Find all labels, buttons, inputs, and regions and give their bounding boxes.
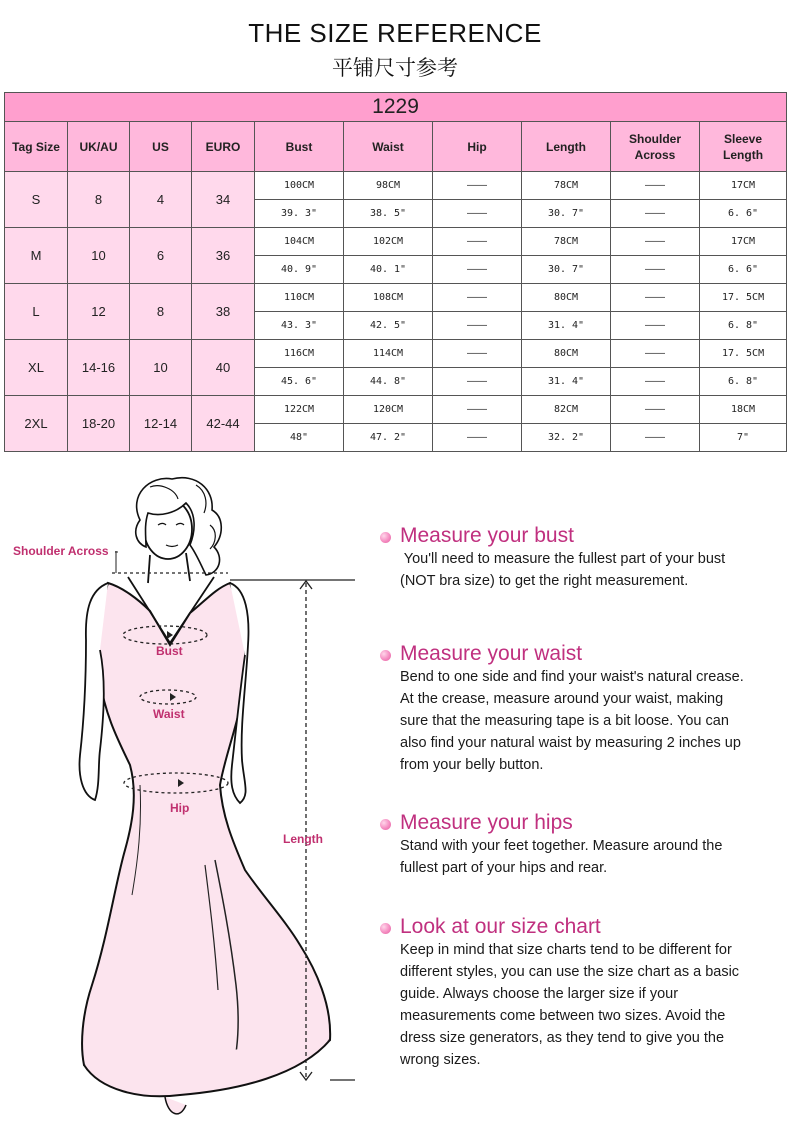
tip-line: different styles, you can use the size chart as a basic bbox=[400, 964, 740, 980]
waist-value-cell: 47. 2" bbox=[344, 424, 433, 452]
tip-heading: Measure your bust bbox=[400, 524, 574, 547]
column-header-bust: Bust bbox=[255, 122, 344, 172]
tip-bust bbox=[378, 524, 786, 592]
sleeve-value-cell: 17. 5CM bbox=[700, 284, 787, 312]
table-row bbox=[5, 228, 787, 256]
bust-value-cell: 110CM bbox=[255, 284, 344, 312]
waist-value-cell: 38. 5" bbox=[344, 200, 433, 228]
size-us-cell: 4 bbox=[130, 172, 192, 228]
length-value-cell: 80CM bbox=[522, 284, 611, 312]
tip-line: guide. Always choose the larger size if your bbox=[400, 986, 679, 1002]
length-value-cell: 78CM bbox=[522, 228, 611, 256]
waist-value-cell: 120CM bbox=[344, 396, 433, 424]
shoulder-value-cell: —— bbox=[611, 340, 700, 368]
length-value-cell: 32. 2" bbox=[522, 424, 611, 452]
tip-line: sure that the measuring tape is a bit loose. You can bbox=[400, 713, 729, 729]
size-euro-cell: 42-44 bbox=[192, 396, 255, 452]
bullet-dot-icon bbox=[380, 532, 391, 543]
waist-value-cell: 102CM bbox=[344, 228, 433, 256]
sleeve-value-cell: 7" bbox=[700, 424, 787, 452]
hip-value-cell: —— bbox=[433, 396, 522, 424]
size-uk-cell: 10 bbox=[68, 228, 130, 284]
waist-value-cell: 40. 1" bbox=[344, 256, 433, 284]
bust-value-cell: 39. 3" bbox=[255, 200, 344, 228]
waist-value-cell: 108CM bbox=[344, 284, 433, 312]
bullet-dot-icon bbox=[380, 923, 391, 934]
column-header-euro: EURO bbox=[192, 122, 255, 172]
hip-value-cell: —— bbox=[433, 368, 522, 396]
hip-value-cell: —— bbox=[433, 256, 522, 284]
left-arm bbox=[80, 583, 108, 800]
size-us-cell: 8 bbox=[130, 284, 192, 340]
bullet-dot-icon bbox=[380, 819, 391, 830]
waist-value-cell: 42. 5" bbox=[344, 312, 433, 340]
size-tag-cell: 2XL bbox=[5, 396, 68, 452]
bust-value-cell: 43. 3" bbox=[255, 312, 344, 340]
bullet-dot-icon bbox=[380, 650, 391, 661]
shoulder-value-cell: —— bbox=[611, 396, 700, 424]
tip-line: also find your natural waist by measuring 2 inches up bbox=[400, 735, 741, 751]
column-header-shoulder-across: Shoulder Across bbox=[611, 122, 700, 172]
size-us-cell: 6 bbox=[130, 228, 192, 284]
column-header-tag-size: Tag Size bbox=[5, 122, 68, 172]
model-number: 1229 bbox=[5, 93, 787, 122]
length-value-cell: 82CM bbox=[522, 396, 611, 424]
hip-value-cell: —— bbox=[433, 424, 522, 452]
hip-value-cell: —— bbox=[433, 172, 522, 200]
shoulder-value-cell: —— bbox=[611, 284, 700, 312]
shoulder-value-cell: —— bbox=[611, 172, 700, 200]
shoulder-across-label: Shoulder Across bbox=[13, 544, 109, 558]
bust-value-cell: 104CM bbox=[255, 228, 344, 256]
length-value-cell: 31. 4" bbox=[522, 368, 611, 396]
bust-value-cell: 40. 9" bbox=[255, 256, 344, 284]
size-euro-cell: 40 bbox=[192, 340, 255, 396]
sleeve-value-cell: 18CM bbox=[700, 396, 787, 424]
hip-label: Hip bbox=[170, 801, 190, 815]
tip-heading: Measure your hips bbox=[400, 811, 573, 834]
sleeve-value-cell: 17CM bbox=[700, 172, 787, 200]
bust-value-cell: 100CM bbox=[255, 172, 344, 200]
sleeve-value-cell: 6. 6" bbox=[700, 256, 787, 284]
column-header-length: Length bbox=[522, 122, 611, 172]
tip-body bbox=[378, 835, 786, 879]
shoulder-value-cell: —— bbox=[611, 368, 700, 396]
length-value-cell: 30. 7" bbox=[522, 200, 611, 228]
size-table-wrapper bbox=[4, 92, 786, 452]
size-uk-cell: 18-20 bbox=[68, 396, 130, 452]
sleeve-value-cell: 6. 8" bbox=[700, 312, 787, 340]
tip-hips bbox=[378, 811, 786, 879]
hip-value-cell: —— bbox=[433, 200, 522, 228]
waist-value-cell: 114CM bbox=[344, 340, 433, 368]
tip-line: Keep in mind that size charts tend to be different for bbox=[400, 942, 732, 958]
waist-value-cell: 44. 8" bbox=[344, 368, 433, 396]
tip-line: You'll need to measure the fullest part of your bust bbox=[400, 551, 726, 567]
column-header-sleeve-length: Sleeve Length bbox=[700, 122, 787, 172]
tip-line: Bend to one side and find your waist's natural crease. bbox=[400, 669, 744, 685]
tip-body bbox=[378, 939, 786, 1071]
bust-value-cell: 122CM bbox=[255, 396, 344, 424]
sleeve-value-cell: 17CM bbox=[700, 228, 787, 256]
tip-line: dress size generators, as they tend to give you the bbox=[400, 1030, 725, 1046]
shoulder-value-cell: —— bbox=[611, 424, 700, 452]
tip-line: fullest part of your hips and rear. bbox=[400, 860, 608, 876]
tip-heading: Measure your waist bbox=[400, 642, 583, 665]
sleeve-value-cell: 6. 8" bbox=[700, 368, 787, 396]
tip-line: measurements come between two sizes. Avoid the bbox=[400, 1008, 726, 1024]
size-tag-cell: XL bbox=[5, 340, 68, 396]
bust-value-cell: 116CM bbox=[255, 340, 344, 368]
length-value-cell: 31. 4" bbox=[522, 312, 611, 340]
dress-illustration bbox=[0, 465, 360, 1135]
tip-body bbox=[378, 666, 786, 776]
tip-waist bbox=[378, 642, 786, 776]
bust-label: Bust bbox=[156, 644, 183, 658]
tip-line: Stand with your feet together. Measure around the bbox=[400, 838, 723, 854]
tip-line: wrong sizes. bbox=[400, 1052, 481, 1068]
column-header-waist: Waist bbox=[344, 122, 433, 172]
column-header-uk-au: UK/AU bbox=[68, 122, 130, 172]
tip-size-chart bbox=[378, 915, 786, 1071]
length-value-cell: 78CM bbox=[522, 172, 611, 200]
bust-value-cell: 48" bbox=[255, 424, 344, 452]
tip-line: (NOT bra size) to get the right measurement. bbox=[400, 573, 689, 589]
tip-line: from your belly button. bbox=[400, 757, 544, 773]
size-euro-cell: 38 bbox=[192, 284, 255, 340]
table-row bbox=[5, 172, 787, 200]
size-euro-cell: 34 bbox=[192, 172, 255, 228]
measurement-figure bbox=[0, 465, 360, 1135]
length-value-cell: 80CM bbox=[522, 340, 611, 368]
size-tag-cell: M bbox=[5, 228, 68, 284]
size-uk-cell: 8 bbox=[68, 172, 130, 228]
column-header-hip: Hip bbox=[433, 122, 522, 172]
hip-value-cell: —— bbox=[433, 312, 522, 340]
size-uk-cell: 14-16 bbox=[68, 340, 130, 396]
hip-value-cell: —— bbox=[433, 284, 522, 312]
shoulder-value-cell: —— bbox=[611, 200, 700, 228]
length-value-cell: 30. 7" bbox=[522, 256, 611, 284]
hip-value-cell: —— bbox=[433, 228, 522, 256]
page-title: THE SIZE REFERENCE bbox=[248, 18, 542, 48]
waist-label: Waist bbox=[153, 707, 185, 721]
sleeve-value-cell: 6. 6" bbox=[700, 200, 787, 228]
table-row bbox=[5, 340, 787, 368]
column-header-us: US bbox=[130, 122, 192, 172]
length-label: Length bbox=[283, 832, 323, 846]
tip-line: At the crease, measure around your waist, making bbox=[400, 691, 724, 707]
size-uk-cell: 12 bbox=[68, 284, 130, 340]
tip-heading: Look at our size chart bbox=[400, 915, 601, 938]
bust-value-cell: 45. 6" bbox=[255, 368, 344, 396]
size-tag-cell: L bbox=[5, 284, 68, 340]
page-subtitle: 平铺尺寸参考 bbox=[332, 56, 458, 80]
size-euro-cell: 36 bbox=[192, 228, 255, 284]
tip-body bbox=[378, 548, 786, 592]
size-tag-cell: S bbox=[5, 172, 68, 228]
sleeve-value-cell: 17. 5CM bbox=[700, 340, 787, 368]
size-us-cell: 10 bbox=[130, 340, 192, 396]
dress-shape bbox=[82, 583, 330, 1078]
shoulder-value-cell: —— bbox=[611, 256, 700, 284]
size-table bbox=[4, 92, 787, 452]
shoulder-value-cell: —— bbox=[611, 312, 700, 340]
shoulder-value-cell: —— bbox=[611, 228, 700, 256]
table-row bbox=[5, 284, 787, 312]
hip-value-cell: —— bbox=[433, 340, 522, 368]
size-us-cell: 12-14 bbox=[130, 396, 192, 452]
waist-value-cell: 98CM bbox=[344, 172, 433, 200]
table-row bbox=[5, 396, 787, 424]
